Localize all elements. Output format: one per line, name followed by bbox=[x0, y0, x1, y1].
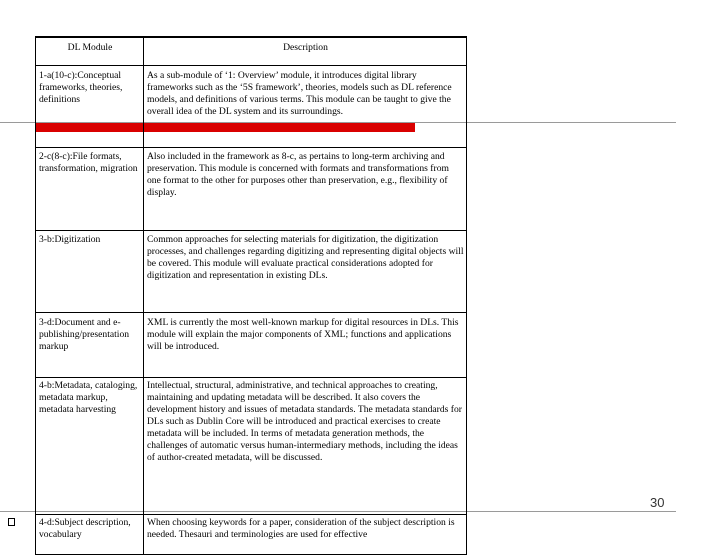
description-cell: As a sub-module of ‘1: Overview’ module, it introduces digital library frameworks such as the ‘5S framework’, theories, models such as DL reference models, and definitions of various terms. This module can be taught to give the overall idea of the DL system and its surroundings. bbox=[144, 65, 467, 147]
module-cell: 3-b:Digitization bbox=[36, 230, 144, 312]
page-number: 30 bbox=[650, 495, 665, 510]
header-dl-module: DL Module bbox=[36, 37, 144, 65]
module-cell: 4-b:Metadata, cataloging, metadata markup, metadata harvesting bbox=[36, 377, 144, 514]
table-row bbox=[36, 514, 467, 554]
module-cell: 3-d:Document and e-publishing/presentation markup bbox=[36, 312, 144, 377]
module-cell: 4-d:Subject description, vocabulary bbox=[36, 514, 144, 554]
description-cell: XML is currently the most well-known markup for digital resources in DLs. This module will explain the major components of XML; functions and applications will be introduced. bbox=[144, 312, 467, 377]
header-description: Description bbox=[144, 37, 467, 65]
module-cell: 2-c(8-c):File formats, transformation, migration bbox=[36, 147, 144, 230]
table-row bbox=[36, 65, 467, 147]
table-row bbox=[36, 312, 467, 377]
description-cell: Intellectual, structural, administrative, and technical approaches to creating, maintaining and updating metadata will be described. It also covers the development history and issues of metadata standards. The metadata standards for DLs such as Dublin Core will be introduced and practical exercises to create metadata will be included. In terms of metadata generation methods, the challenges of automatic versus human-intermediary methods, including the ideas of author-created metadata, will be discussed. bbox=[144, 377, 467, 514]
description-cell: When choosing keywords for a paper, consideration of the subject description is needed. Thesauri and terminologies are used for effective bbox=[144, 514, 467, 554]
table-header-row bbox=[36, 37, 467, 65]
module-cell: 1-a(10-c):Conceptual frameworks, theories, definitions bbox=[36, 65, 144, 147]
dl-modules-table bbox=[35, 36, 467, 555]
description-cell: Common approaches for selecting materials for digitization, the digitization processes, and challenges regarding digitizing and representing digital objects will be covered. This module will evaluate practical considerations adopted for digitization and representation in existing DLs. bbox=[144, 230, 467, 312]
square-bullet-icon bbox=[8, 518, 15, 526]
description-cell: Also included in the framework as 8-c, as pertains to long-term archiving and preservation. This module is concerned with formats and transformations from one format to the other for purposes other than preservation, e.g., flexibility of display. bbox=[144, 147, 467, 230]
table-row bbox=[36, 230, 467, 312]
table-row bbox=[36, 377, 467, 514]
table-row bbox=[36, 147, 467, 230]
